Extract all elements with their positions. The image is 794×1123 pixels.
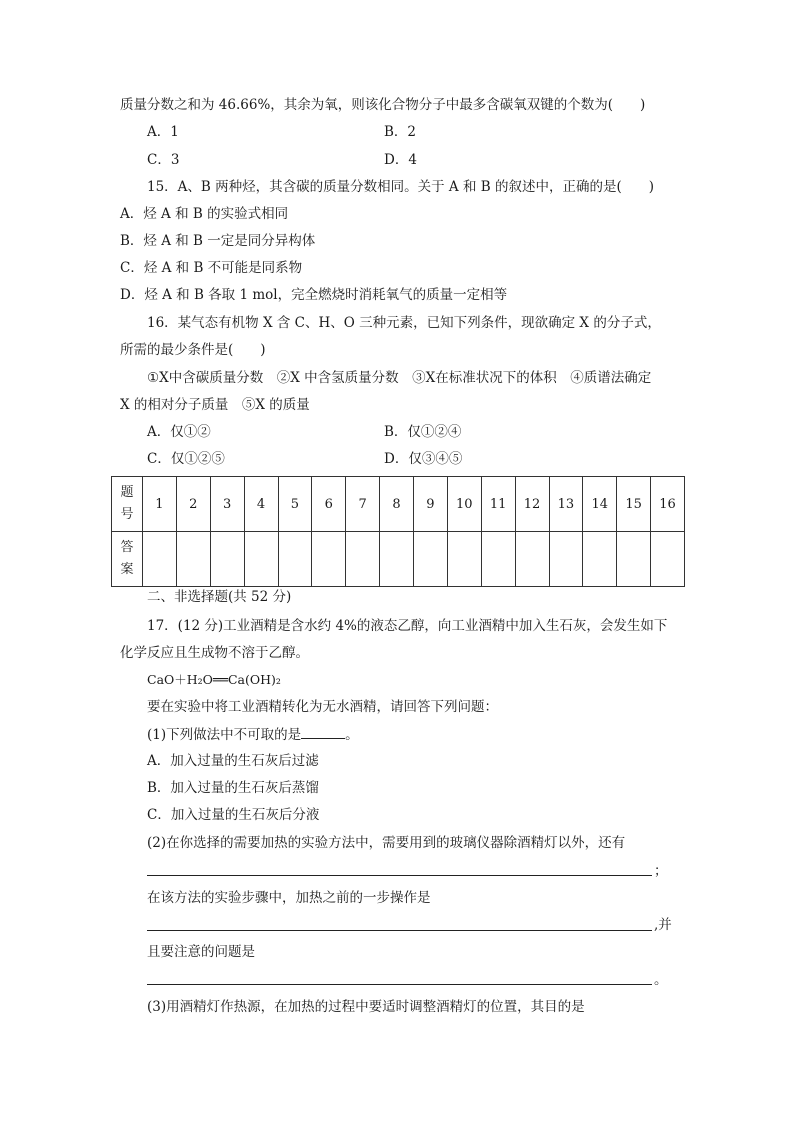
q17-part3: (3)用酒精灯作热源，在加热的过程中要适时调整酒精灯的位置，其目的是 [147, 999, 585, 1015]
answer-table-answer-row [112, 532, 685, 587]
table-header-answer: 答 案 [112, 532, 143, 587]
answer-cell[interactable] [481, 532, 515, 587]
q17-option-a: A．加入过量的生石灰后过滤 [147, 753, 319, 769]
answer-cell[interactable] [278, 532, 312, 587]
q15-stem: 15．A、B 两种烃，其含碳的质量分数相同。关于 A 和 B 的叙述中，正确的是( ) [147, 179, 655, 195]
q17-part1-end: 。 [345, 727, 359, 743]
table-number-cell: 6 [312, 477, 346, 532]
q17-part1 [147, 725, 359, 744]
table-number-cell: 16 [651, 477, 685, 532]
q15-option-a: A．烃 A 和 B 的实验式相同 [120, 206, 289, 222]
table-number-cell: 14 [583, 477, 617, 532]
q17-stem-line1: 17．(12 分)工业酒精是含水约 4%的液态乙醇，向工业酒精中加入生石灰，会发生如下 [147, 618, 668, 634]
q17-option-c: C．加入过量的生石灰后分液 [147, 807, 320, 823]
table-number-cell: 12 [515, 477, 549, 532]
q16-option-c: C．仅①②⑤ [147, 451, 225, 467]
q17-option-b: B．加入过量的生石灰后蒸馏 [147, 780, 319, 796]
answer-cell[interactable] [312, 532, 346, 587]
answer-cell[interactable] [244, 532, 278, 587]
table-number-cell: 5 [278, 477, 312, 532]
q17-part2: (2)在你选择的需要加热的实验方法中，需要用到的玻璃仪器除酒精灯以外，还有 [147, 835, 626, 851]
q16-conditions-line2: X 的相对分子质量 ⑤X 的质量 [120, 397, 310, 413]
table-number-cell: 1 [143, 477, 177, 532]
answer-cell[interactable] [583, 532, 617, 587]
answer-cell[interactable] [414, 532, 448, 587]
q16-stem-line1: 16．某气态有机物 X 含 C、H、O 三种元素，已知下列条件，现欲确定 X 的分子式， [147, 315, 661, 331]
section2-title: 二、非选择题(共 52 分) [147, 589, 292, 605]
answer-cell[interactable] [515, 532, 549, 587]
table-number-cell: 7 [346, 477, 380, 532]
answer-cell[interactable] [549, 532, 583, 587]
table-number-cell: 3 [210, 477, 244, 532]
table-number-cell: 9 [414, 477, 448, 532]
q17-part2-end: ； [654, 863, 668, 879]
q14-text: 质量分数之和为 46.66%，其余为氧，则该化合物分子中最多含碳氧双键的个数为( ) [120, 97, 646, 113]
q17-stem-line2: 化学反应且生成物不溶于乙醇。 [120, 645, 309, 661]
q17-part2c-end: 。 [654, 972, 668, 988]
table-number-cell: 11 [481, 477, 515, 532]
q15-option-b: B．烃 A 和 B 一定是同分异构体 [120, 233, 316, 249]
table-number-cell: 2 [176, 477, 210, 532]
q15-option-d: D．烃 A 和 B 各取 1 mol，完全燃烧时消耗氧气的质量一定相等 [120, 287, 508, 303]
q17-part2c-answer-line[interactable] [147, 984, 652, 985]
q14-option-c: C．3 [147, 152, 180, 168]
q14-option-b: B．2 [384, 124, 417, 140]
q17-part2b-end: ,并 [654, 917, 672, 933]
answer-cell[interactable] [651, 532, 685, 587]
q17-equation: CaO＋H₂O══Ca(OH)₂ [147, 672, 281, 687]
q16-option-b: B．仅①②④ [384, 424, 462, 440]
q17-part2b: 在该方法的实验步骤中，加热之前的一步操作是 [147, 890, 431, 906]
q17-part2c: 且要注意的问题是 [147, 944, 255, 960]
table-header-question-number: 题 号 [112, 477, 143, 532]
q17-part1-blank[interactable] [301, 725, 345, 739]
q17-part2-answer-line[interactable] [147, 875, 652, 876]
q16-conditions-line1: ①X中含碳质量分数 ②X 中含氢质量分数 ③X在标准状况下的体积 ④质谱法确定 [147, 370, 652, 386]
q16-option-a: A．仅①② [147, 424, 211, 440]
q16-stem-line2: 所需的最少条件是( ) [120, 342, 266, 358]
answer-cell[interactable] [176, 532, 210, 587]
table-number-cell: 13 [549, 477, 583, 532]
answer-cell[interactable] [346, 532, 380, 587]
q16-option-d: D．仅③④⑤ [384, 451, 463, 467]
answer-cell[interactable] [380, 532, 414, 587]
q17-part1-text: (1)下列做法中不可取的是 [147, 727, 302, 743]
q17-intro: 要在实验中将工业酒精转化为无水酒精，请回答下列问题： [147, 699, 498, 715]
answer-cell[interactable] [447, 532, 481, 587]
table-number-cell: 8 [380, 477, 414, 532]
answer-cell[interactable] [210, 532, 244, 587]
answer-cell[interactable] [143, 532, 177, 587]
table-number-cell: 15 [617, 477, 651, 532]
answer-table-number-row [112, 477, 685, 532]
table-number-cell: 10 [447, 477, 481, 532]
q15-option-c: C．烃 A 和 B 不可能是同系物 [120, 260, 303, 276]
answer-table [111, 476, 685, 587]
table-number-cell: 4 [244, 477, 278, 532]
q17-part2b-answer-line[interactable] [147, 930, 652, 931]
q14-option-a: A．1 [147, 124, 179, 140]
q14-option-d: D．4 [384, 152, 417, 168]
answer-cell[interactable] [617, 532, 651, 587]
